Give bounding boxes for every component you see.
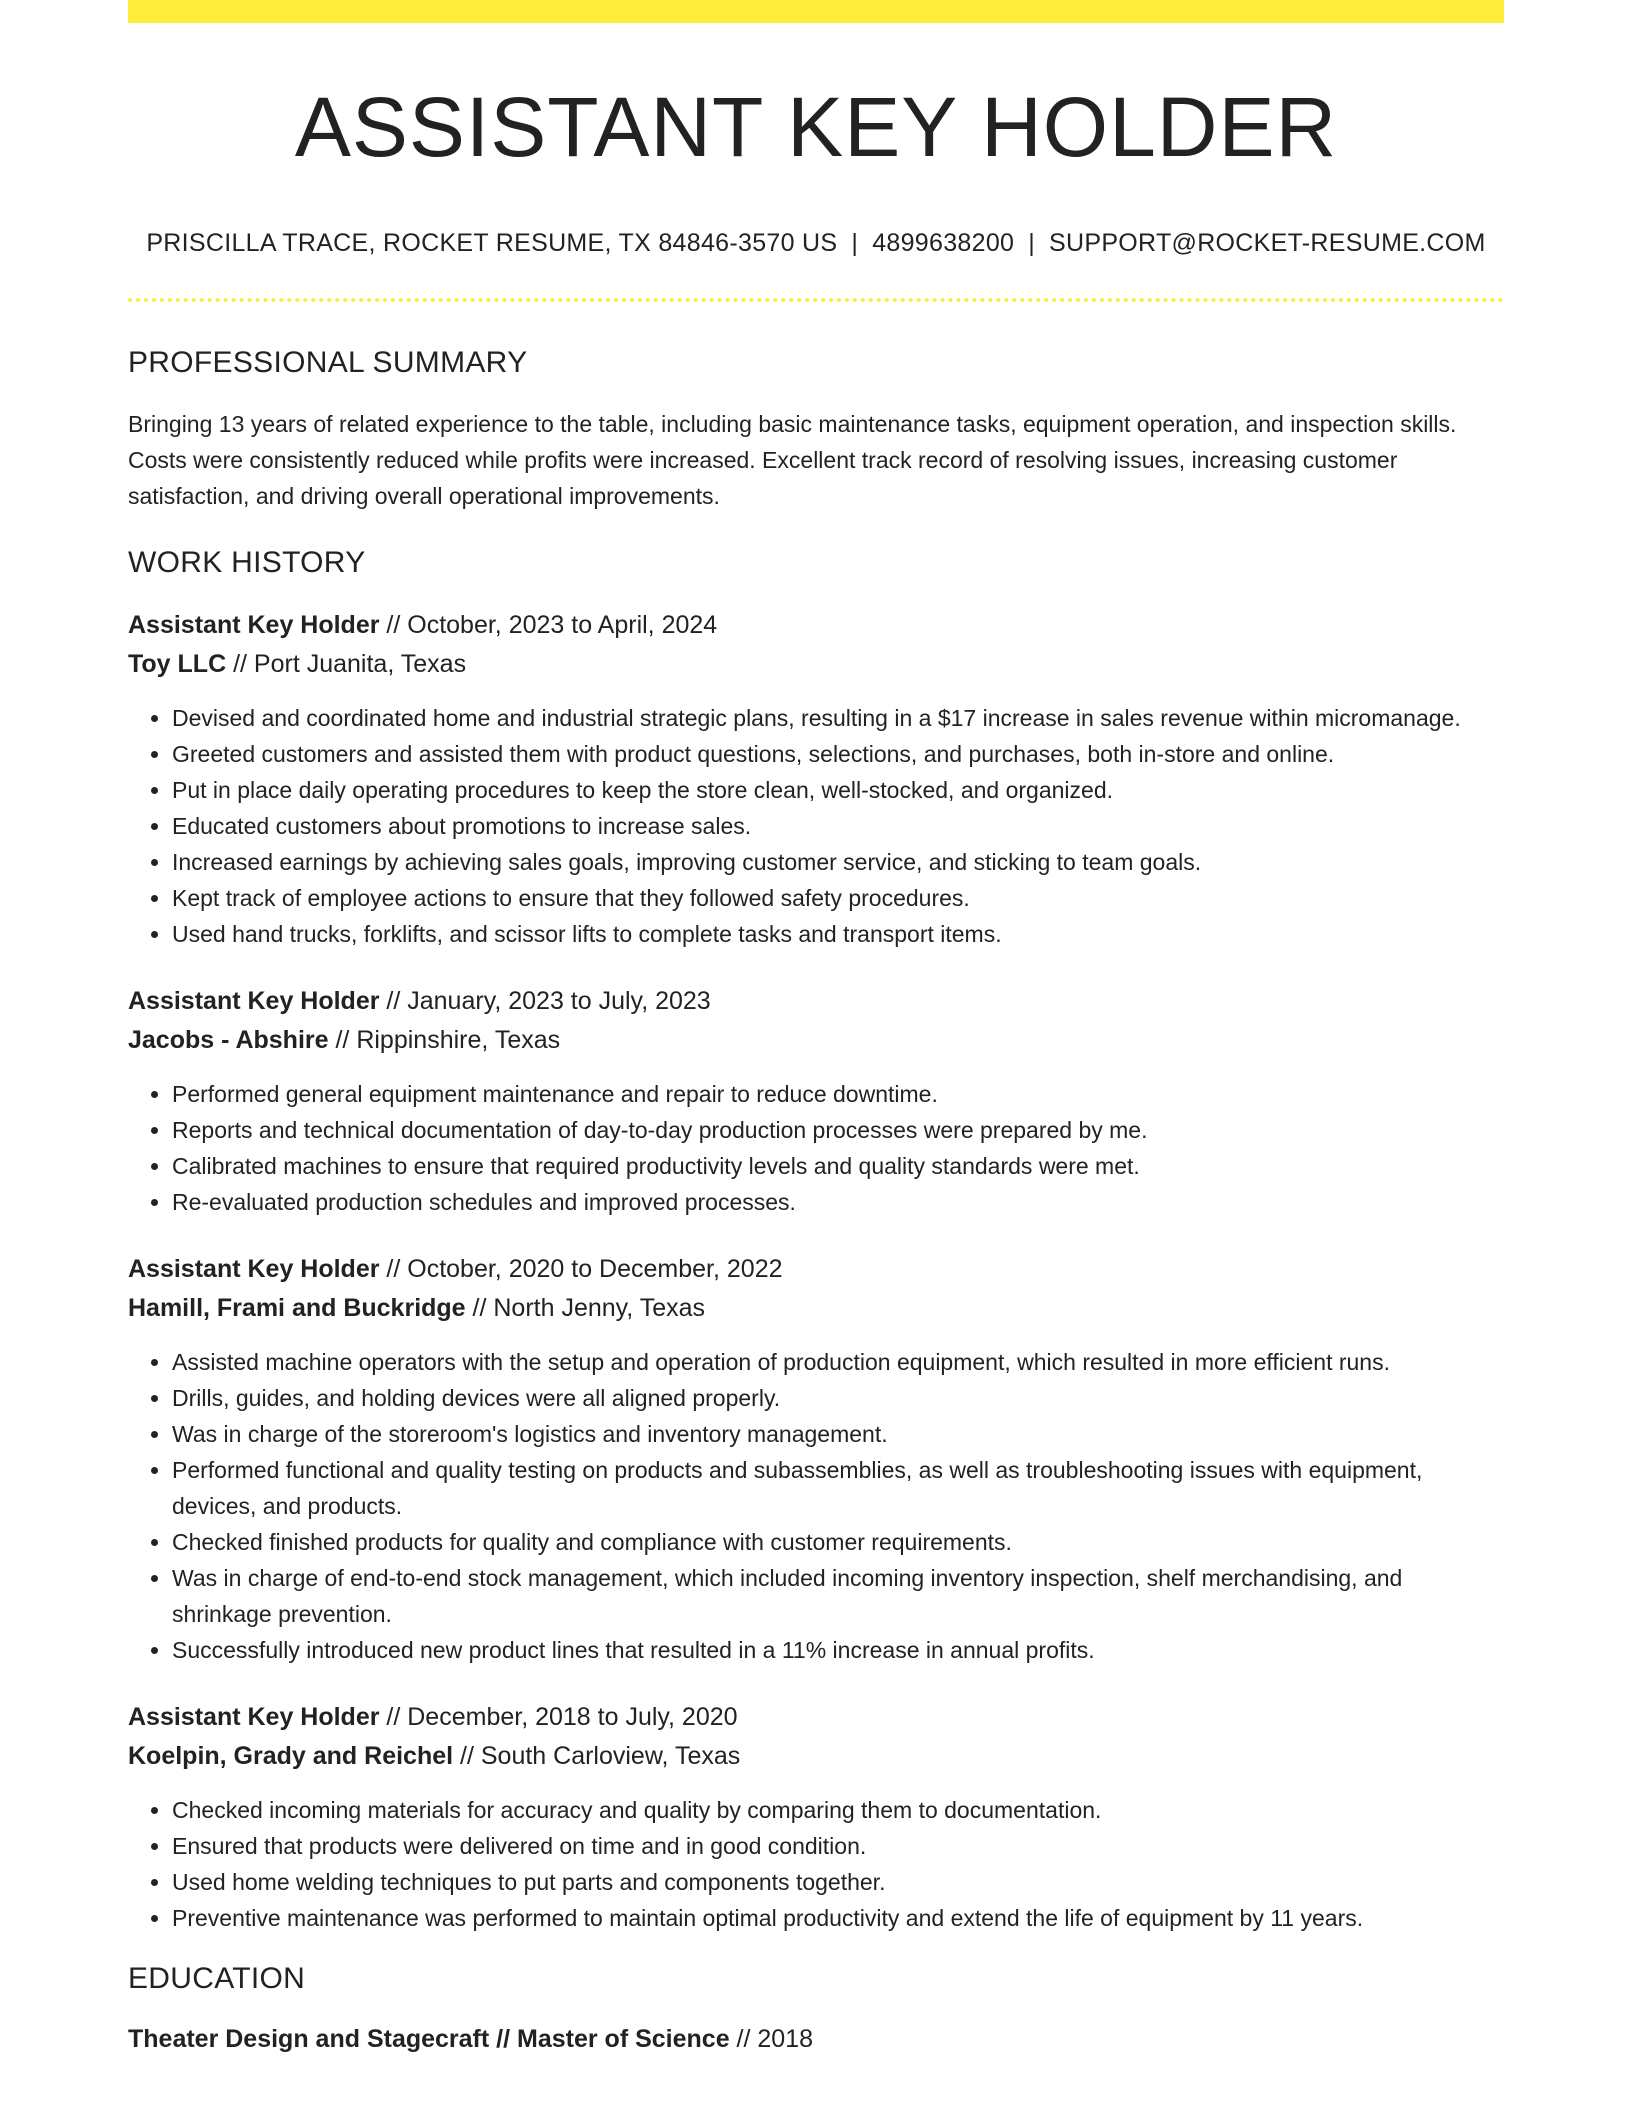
- work-history-list: [128, 606, 1504, 1936]
- list-item: • Used hand trucks, forklifts, and scissor lifts to complete tasks and transport items.: [172, 916, 1504, 952]
- list-item: • Successfully introduced new product lines that resulted in a 11% increase in annual profits.: [172, 1632, 1504, 1668]
- job-title: Assistant Key Holder: [128, 1703, 380, 1732]
- education-field: Theater Design and Stagecraft: [128, 2025, 490, 2054]
- summary-heading: PROFESSIONAL SUMMARY: [128, 346, 528, 380]
- job-company: Hamill, Frami and Buckridge: [128, 1294, 466, 1323]
- education-list: [128, 2020, 1504, 2059]
- dotted-divider: [128, 298, 1504, 302]
- job-company: Koelpin, Grady and Reichel: [128, 1742, 454, 1771]
- job-entry: [128, 1698, 1504, 1936]
- job-company-line: [128, 1737, 1504, 1776]
- list-item: • Devised and coordinated home and industrial strategic plans, resulting in a $17 increase in sales revenue within micromanage.: [172, 700, 1504, 736]
- job-bullets: [128, 700, 1504, 952]
- job-location: // Rippinshire, Texas: [328, 1026, 561, 1055]
- list-item: • Was in charge of end-to-end stock management, which included incoming inventory inspection, shelf merchandising, and shrinkage prevention.: [172, 1560, 1504, 1632]
- summary-text: Bringing 13 years of related experience to the table, including basic maintenance tasks, equipment operation, and inspection skills. Costs were consistently reduced while profits were increased. Excellent track record of resolving issues, increasing customer satisfaction, and driving overall operational improvements.: [128, 411, 1457, 510]
- list-item: • Educated customers about promotions to increase sales.: [172, 808, 1504, 844]
- list-item: • Drills, guides, and holding devices were all aligned properly.: [172, 1380, 1504, 1416]
- job-location: // North Jenny, Texas: [465, 1294, 706, 1323]
- job-bullets: [128, 1344, 1504, 1668]
- job-dates: // December, 2018 to July, 2020: [379, 1703, 738, 1732]
- job-company-line: [128, 1021, 1504, 1060]
- list-item: • Checked incoming materials for accuracy and quality by comparing them to documentation.: [172, 1792, 1504, 1828]
- job-company-line: [128, 645, 1504, 684]
- job-entry: [128, 982, 1504, 1220]
- job-dates: // January, 2023 to July, 2023: [379, 987, 711, 1016]
- job-dates: // October, 2023 to April, 2024: [379, 611, 718, 640]
- job-title: Assistant Key Holder: [128, 1255, 380, 1284]
- job-bullets: [128, 1792, 1504, 1936]
- job-dates: // October, 2020 to December, 2022: [379, 1255, 783, 1284]
- education-separator: //: [729, 2025, 758, 2054]
- accent-top-bar: [128, 0, 1504, 23]
- list-item: • Checked finished products for quality and compliance with customer requirements.: [172, 1524, 1504, 1560]
- job-title-line: [128, 606, 1504, 645]
- contact-address: PRISCILLA TRACE, ROCKET RESUME, TX 84846-3570 US: [146, 229, 838, 258]
- list-item: • Was in charge of the storeroom's logistics and inventory management.: [172, 1416, 1504, 1452]
- list-item: • Performed general equipment maintenance and repair to reduce downtime.: [172, 1076, 1504, 1112]
- job-title-line: [128, 982, 1504, 1021]
- contact-phone: 4899638200: [872, 229, 1015, 258]
- job-title: Assistant Key Holder: [128, 611, 380, 640]
- list-item: • Kept track of employee actions to ensure that they followed safety procedures.: [172, 880, 1504, 916]
- job-title: Assistant Key Holder: [128, 987, 380, 1016]
- resume-page: [128, 0, 1504, 2059]
- job-entry: [128, 1250, 1504, 1668]
- list-item: • Reports and technical documentation of day-to-day production processes were prepared by me.: [172, 1112, 1504, 1148]
- list-item: • Greeted customers and assisted them with product questions, selections, and purchases, both in-store and online.: [172, 736, 1504, 772]
- work-history-heading: WORK HISTORY: [128, 546, 366, 580]
- list-item: • Used home welding techniques to put parts and components together.: [172, 1864, 1504, 1900]
- job-location: // South Carloview, Texas: [453, 1742, 741, 1771]
- job-location: // Port Juanita, Texas: [226, 650, 467, 679]
- contact-line: [128, 229, 1504, 258]
- job-bullets: [128, 1076, 1504, 1220]
- list-item: • Put in place daily operating procedures to keep the store clean, well-stocked, and organized.: [172, 772, 1504, 808]
- job-title-line: [128, 1250, 1504, 1289]
- job-title-line: [128, 1698, 1504, 1737]
- list-item: • Assisted machine operators with the setup and operation of production equipment, which resulted in more efficient runs.: [172, 1344, 1504, 1380]
- list-item: • Preventive maintenance was performed to maintain optimal productivity and extend the life of equipment by 11 years.: [172, 1900, 1504, 1936]
- job-company: Toy LLC: [128, 650, 227, 679]
- resume-title: ASSISTANT KEY HOLDER: [294, 80, 1338, 174]
- list-item: • Performed functional and quality testing on products and subassemblies, as well as troubleshooting issues with equipment, devices, and products.: [172, 1452, 1504, 1524]
- contact-email: SUPPORT@ROCKET-RESUME.COM: [1049, 229, 1486, 258]
- education-degree: Master of Science: [517, 2025, 730, 2054]
- list-item: • Ensured that products were delivered on time and in good condition.: [172, 1828, 1504, 1864]
- education-entry: [128, 2020, 1504, 2059]
- education-separator: //: [489, 2025, 518, 2054]
- list-item: • Calibrated machines to ensure that required productivity levels and quality standards were met.: [172, 1148, 1504, 1184]
- job-company: Jacobs - Abshire: [128, 1026, 329, 1055]
- list-item: • Increased earnings by achieving sales goals, improving customer service, and sticking to team goals.: [172, 844, 1504, 880]
- education-heading: EDUCATION: [128, 1962, 306, 1996]
- contact-separator: |: [1028, 229, 1036, 258]
- job-company-line: [128, 1289, 1504, 1328]
- contact-separator: |: [851, 229, 859, 258]
- job-entry: [128, 606, 1504, 952]
- list-item: • Re-evaluated production schedules and improved processes.: [172, 1184, 1504, 1220]
- education-year: 2018: [757, 2025, 814, 2054]
